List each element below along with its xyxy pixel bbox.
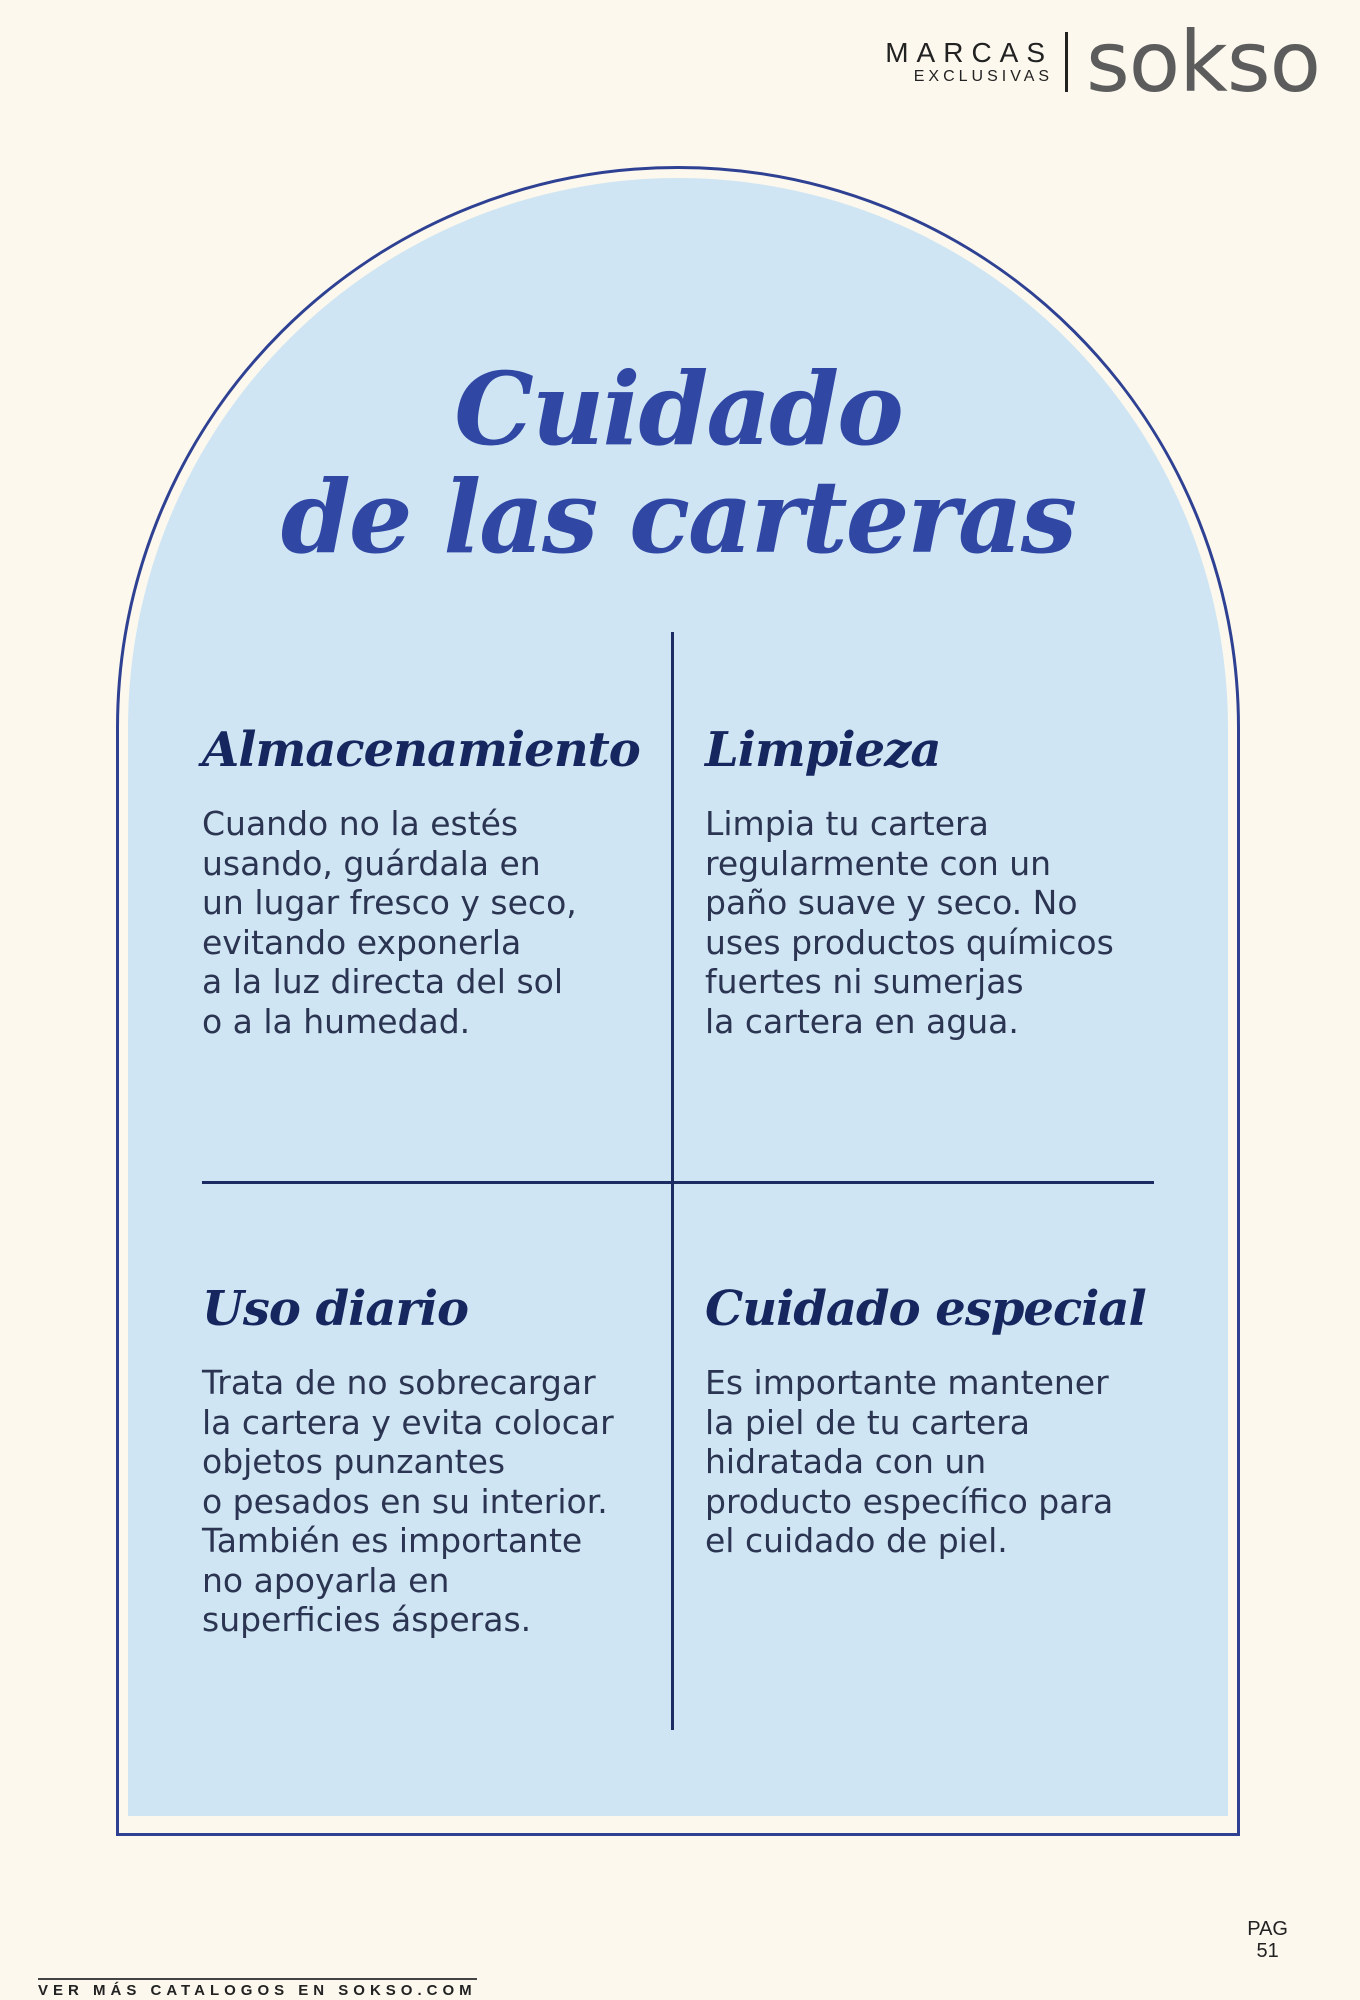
section-text-line: la cartera y evita colocar xyxy=(202,1402,614,1442)
section-text-line: Trata de no sobrecargar xyxy=(202,1363,596,1402)
section-text-line: evitando exponerla xyxy=(202,922,522,962)
section-text-line: regularmente con un xyxy=(705,843,1052,883)
section-text-line: o pesados en su interior. xyxy=(202,1481,608,1521)
section-almacenamiento xyxy=(202,722,642,1041)
title-line-2: de las carteras xyxy=(280,458,1076,576)
section-text-line: la piel de tu cartera xyxy=(705,1402,1031,1442)
title-line-1: Cuidado xyxy=(454,350,902,468)
section-text-line: no apoyarla en xyxy=(202,1560,450,1600)
section-text-line: producto específico para xyxy=(705,1481,1114,1521)
brand-header xyxy=(885,13,1320,111)
section-text-line: superficies ásperas. xyxy=(202,1600,532,1639)
page-title xyxy=(128,350,1228,576)
sokso-logo: sokso xyxy=(1086,13,1320,111)
page-number xyxy=(1247,1918,1288,1962)
section-text-line: También es importante xyxy=(202,1521,583,1560)
section-text-line: Limpia tu cartera xyxy=(705,804,989,843)
section-text-line: la cartera en agua. xyxy=(705,1001,1019,1041)
horizontal-divider xyxy=(202,1181,1154,1184)
brand-marcas-text: MARCAS xyxy=(885,37,1054,68)
page-number-value: 51 xyxy=(1256,1940,1279,1962)
section-heading: Cuidado especial xyxy=(705,1281,1146,1337)
section-heading: Almacenamiento xyxy=(202,722,640,778)
brand-exclusivas-text: EXCLUSIVAS xyxy=(913,68,1054,85)
section-limpieza xyxy=(705,722,1145,1041)
section-text-line: usando, guárdala en xyxy=(202,843,541,883)
section-text-line: a la luz directa del sol xyxy=(202,962,564,1001)
section-heading: Uso diario xyxy=(202,1281,469,1337)
section-text-line: fuertes ni sumerjas xyxy=(705,962,1024,1001)
section-text-line: Es importante mantener xyxy=(705,1363,1109,1402)
footer-link[interactable]: VER MÁS CATALOGOS EN SOKSO.COM xyxy=(38,1978,477,1999)
section-text-line: el cuidado de piel. xyxy=(705,1521,1008,1560)
section-text-line: un lugar fresco y seco, xyxy=(202,883,577,922)
section-text-line: paño suave y seco. No xyxy=(705,883,1078,922)
section-cuidado-especial xyxy=(705,1281,1145,1561)
section-text-line: objetos punzantes xyxy=(202,1442,506,1481)
page-label: PAG xyxy=(1247,1918,1288,1940)
brand-divider xyxy=(1065,32,1068,92)
section-heading: Limpieza xyxy=(705,722,941,778)
section-text-line: uses productos químicos xyxy=(705,922,1114,962)
brand-tagline xyxy=(885,38,1053,86)
section-text-line: hidratada con un xyxy=(705,1442,987,1481)
section-text-line: Cuando no la estés xyxy=(202,804,519,843)
section-uso-diario xyxy=(202,1281,642,1640)
section-text-line: o a la humedad. xyxy=(202,1001,471,1041)
